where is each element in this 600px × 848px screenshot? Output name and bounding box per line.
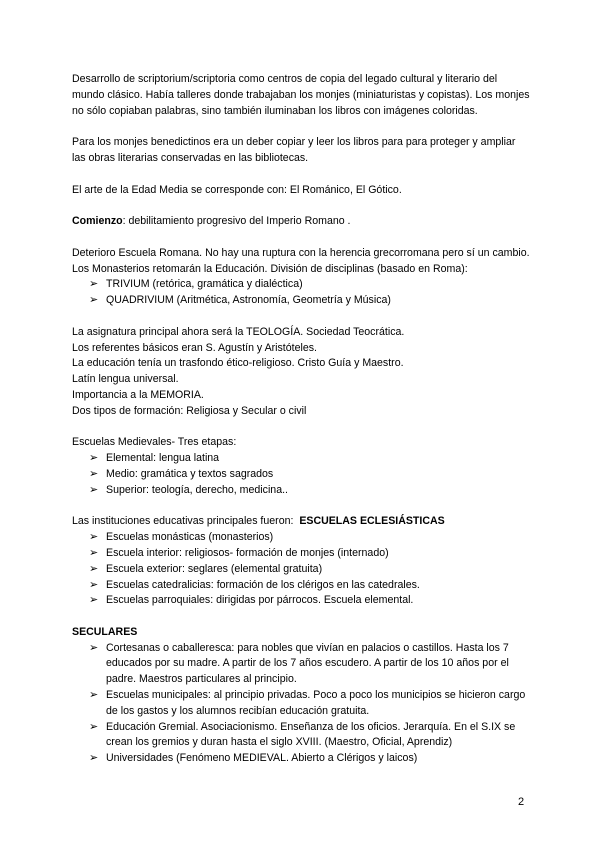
list-item: ➢ Escuelas municipales: al principio privadas. Poco a poco los municipios se hicieron cargo de los gastos y los alumnos recibían educación gratuita. [89, 689, 526, 717]
arrow-bullet-icon: ➢ [89, 752, 99, 765]
list-item: ➢ Medio: gramática y textos sagrados [72, 467, 530, 483]
paragraph-deterioro: Deterioro Escuela Romana. No hay una ruptura con la herencia grecorromana pero sí un cambio. [72, 246, 530, 259]
page-number: 2 [518, 796, 525, 808]
seculares-heading: SECULARES [72, 625, 138, 638]
arrow-bullet-icon: ➢ [89, 689, 99, 702]
line-latin: Latín lengua universal. [72, 373, 179, 386]
comienzo-text: : debilitamiento progresivo del Imperio Romano . [122, 215, 351, 228]
list-item: ➢ Escuelas catedralicias: formación de los clérigos en las catedrales. [72, 578, 530, 594]
line-teologia: La asignatura principal ahora será la TEOLOGÍA. Sociedad Teocrática. [72, 325, 405, 338]
paragraph-comienzo [72, 214, 530, 230]
arrow-bullet-icon: ➢ [89, 278, 99, 291]
arrow-bullet-icon: ➢ [89, 594, 99, 607]
line-formacion: Dos tipos de formación: Religiosa y Secular o civil [72, 404, 307, 417]
arrow-bullet-icon: ➢ [89, 641, 99, 654]
arrow-bullet-icon: ➢ [89, 294, 99, 307]
arrow-bullet-icon: ➢ [89, 720, 99, 733]
list-item: ➢ Superior: teología, derecho, medicina.. [72, 483, 530, 499]
page-content [72, 72, 530, 767]
paragraph-scriptorium: Desarrollo de scriptorium/scriptoria como centros de copia del legado cultural y literario del mundo clásico. Había talleres donde trabajaban los monjes (miniaturistas y copistas). Los monjes no sólo copiaban palabras, sino también iluminaban los libros con imágenes coloridas. [72, 73, 530, 117]
arrow-bullet-icon: ➢ [89, 578, 99, 591]
paragraph-monasterios: Los Monasterios retomarán la Educación. División de disciplinas (basado en Roma): [72, 262, 468, 275]
seculares-list [72, 641, 530, 767]
eclesiasticas-list [72, 530, 530, 609]
arrow-bullet-icon: ➢ [89, 531, 99, 544]
escuelas-title: Escuelas Medievales- Tres etapas: [72, 436, 237, 449]
disciplinas-list [72, 277, 530, 309]
paragraph-benedictinos: Para los monjes benedictinos era un deber copiar y leer los libros para para proteger y ampliar las obras literarias conservadas en las bibliotecas. [72, 136, 516, 164]
list-item: ➢ QUADRIVIUM (Aritmética, Astronomía, Geometría y Música) [72, 293, 530, 309]
list-item: ➢ Elemental: lengua latina [72, 451, 530, 467]
list-item: ➢ Universidades (Fenómeno MEDIEVAL. Abierto a Clérigos y laicos) [72, 751, 530, 767]
list-item: ➢ Escuelas parroquiales: dirigidas por párrocos. Escuela elemental. [72, 593, 530, 609]
list-item: ➢ TRIVIUM (retórica, gramática y dialéctica) [72, 277, 530, 293]
list-item: ➢ Escuela exterior: seglares (elemental gratuita) [72, 562, 530, 578]
list-item: ➢ Cortesanas o caballeresca: para nobles que vivían en palacios o castillos. Hasta los 7 educados por su madre. A partir de los 7 años escudero. A partir de los 10 años por el padre. Maestros particulares al principio. [89, 641, 509, 686]
list-item: ➢ Educación Gremial. Asociacionismo. Enseñanza de los oficios. Jerarquía. En el S.IX se crean los gremios y duran hasta el siglo XVIII. (Maestro, Oficial, Aprendiz) [89, 720, 516, 749]
line-educacion: La educación tenía un trasfondo ético-religioso. Cristo Guía y Maestro. [72, 357, 404, 370]
list-item: ➢ Escuelas monásticas (monasterios) [72, 530, 530, 546]
instituciones-line: Las instituciones educativas principales fueron: ESCUELAS ECLESIÁSTICAS [72, 515, 445, 528]
line-referentes: Los referentes básicos eran S. Agustín y Aristóteles. [72, 341, 317, 354]
list-item: ➢ Escuela interior: religiosos- formación de monjes (internado) [72, 546, 530, 562]
eclesiasticas-heading: ESCUELAS ECLESIÁSTICAS [299, 515, 445, 528]
comienzo-label: Comienzo [72, 215, 123, 228]
arrow-bullet-icon: ➢ [89, 546, 99, 559]
line-memoria: Importancia a la MEMORIA. [72, 388, 204, 401]
arrow-bullet-icon: ➢ [89, 452, 99, 465]
arrow-bullet-icon: ➢ [89, 562, 99, 575]
etapas-list [72, 451, 530, 498]
paragraph-arte: El arte de la Edad Media se corresponde con: El Románico, El Gótico. [72, 183, 402, 196]
arrow-bullet-icon: ➢ [89, 467, 99, 480]
arrow-bullet-icon: ➢ [89, 483, 99, 496]
